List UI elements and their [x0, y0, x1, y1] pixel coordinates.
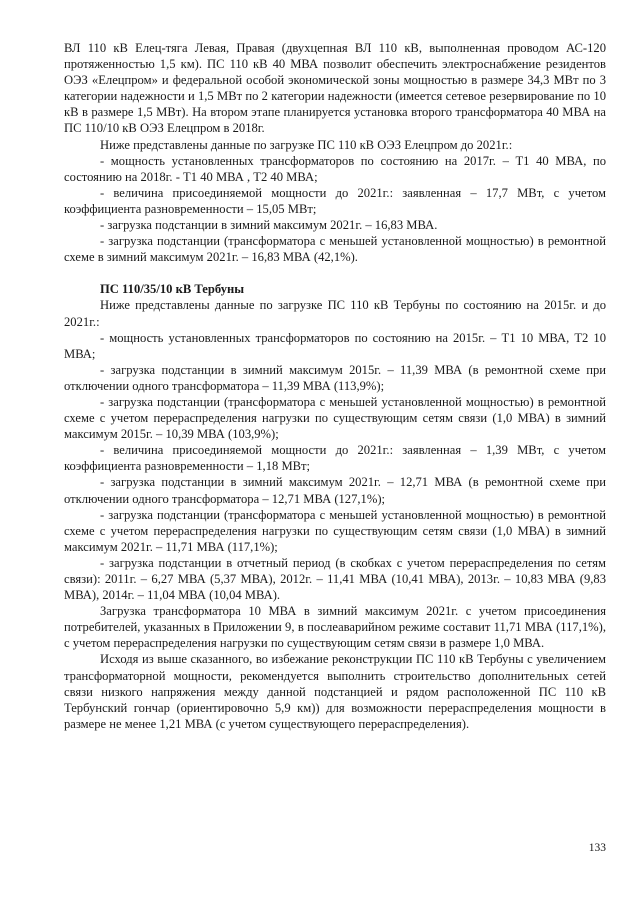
paragraph: Загрузка трансформатора 10 МВА в зимний максимум 2021г. с учетом присоединения потребителей, указанных в Приложении 9, в послеаварийном режиме составит 11,71 МВА (117,1%), с учетом перераспределения нагрузки по существующим сетям связи в размере 1,0 МВА.: [64, 604, 606, 651]
list-item: - загрузка подстанции (трансформатора с меньшей установленной мощностью) в ремонтной схеме в зимний максимум 2021г. – 16,83 МВА (42,1%).: [64, 234, 606, 265]
list-item: - загрузка подстанции в отчетный период (в скобках с учетом перераспределения по сетям связи): 2011г. – 6,27 МВА (5,37 МВА), 2012г. – 11,41 МВА (10,41 МВА), 2013г. – 10,83 МВА (9,83 МВА), 2014г. – 11,04 МВА (10,04 МВА).: [64, 555, 606, 603]
section-oez-eletsprom: [64, 40, 606, 265]
list-item: - загрузка подстанции (трансформатора с меньшей установленной мощностью) в ремонтной схеме с учетом перераспределения нагрузки по существующим сетям связи (1,0 МВА) в зимний максимум 2021г. – 11,71 МВА (117,1%);: [64, 507, 606, 554]
list-item: - загрузка подстанции (трансформатора с меньшей установленной мощностью) в ремонтной схеме с учетом перераспределения нагрузки по существующим сетям связи (1,0 МВА) в зимний максимум 2015г. – 10,39 МВА (103,9%);: [64, 394, 606, 442]
list-item: - величина присоединяемой мощности до 2021г.: заявленная – 17,7 МВт, с учетом коэффициента разновременности – 15,05 МВт;: [64, 185, 606, 216]
list-item: - загрузка подстанции в зимний максимум 2021г. – 12,71 МВА (в ремонтной схеме при отключении одного трансформатора – 12,71 МВА (127,1%);: [64, 475, 606, 506]
list-item: - мощность установленных трансформаторов по состоянию на 2015г. – Т1 10 МВА, Т2 10 МВА;: [64, 330, 606, 361]
section-terbuny: [64, 281, 606, 732]
paragraph: Исходя из выше сказанного, во избежание реконструкции ПС 110 кВ Тербуны с увеличением трансформаторной мощности, рекомендуется выполнить строительство дополнительных сетей связи низкого напряжения между данной подстанцией и рядом расположенной ПС 110 кВ Тербунский гончар (ориентировочно 5,9 км)) для возможности перераспределения мощности в размере не менее 1,21 МВА (с учетом существующего перераспределения).: [64, 652, 606, 731]
paragraph: Ниже представлены данные по загрузке ПС 110 кВ ОЭЗ Елецпром до 2021г.:: [100, 137, 513, 152]
page-number: 133: [588, 842, 606, 854]
section-heading: ПС 110/35/10 кВ Тербуны: [100, 282, 245, 297]
paragraph: Ниже представлены данные по загрузке ПС 110 кВ Тербуны по состоянию на 2015г. и до 2021г.:: [64, 298, 606, 329]
list-item: - величина присоединяемой мощности до 2021г.: заявленная – 1,39 МВт, с учетом коэффициента разновременности – 1,18 МВт;: [64, 443, 606, 474]
list-item: - загрузка подстанции в зимний максимум 2015г. – 11,39 МВА (в ремонтной схеме при отключении одного трансформатора – 11,39 МВА (113,9%);: [64, 362, 606, 393]
paragraph: ВЛ 110 кВ Елец-тяга Левая, Правая (двухцепная ВЛ 110 кВ, выполненная проводом АС-120 протяженностью 1,5 км). ПС 110 кВ 40 МВА позволит обеспечить электроснабжение резидентов ОЭЗ «Елецпром» и федеральной особой экономической зоны мощностью в размере 34,3 МВт по 3 категории надежности и 1,5 МВт по 2 категории надежности (имеется сетевое резервирование по 10 кВ в размере 1,5 МВт). На втором этапе планируется установка второго трансформатора 40 МВА на ПС 110/10 кВ ОЭЗ Елецпром в 2018г.: [64, 41, 606, 136]
list-item: - мощность установленных трансформаторов по состоянию на 2017г. – Т1 40 МВА, по состоянию на 2018г. - Т1 40 МВА , Т2 40 МВА;: [64, 153, 606, 184]
list-item: - загрузка подстанции в зимний максимум 2021г. – 16,83 МВА.: [100, 218, 438, 233]
